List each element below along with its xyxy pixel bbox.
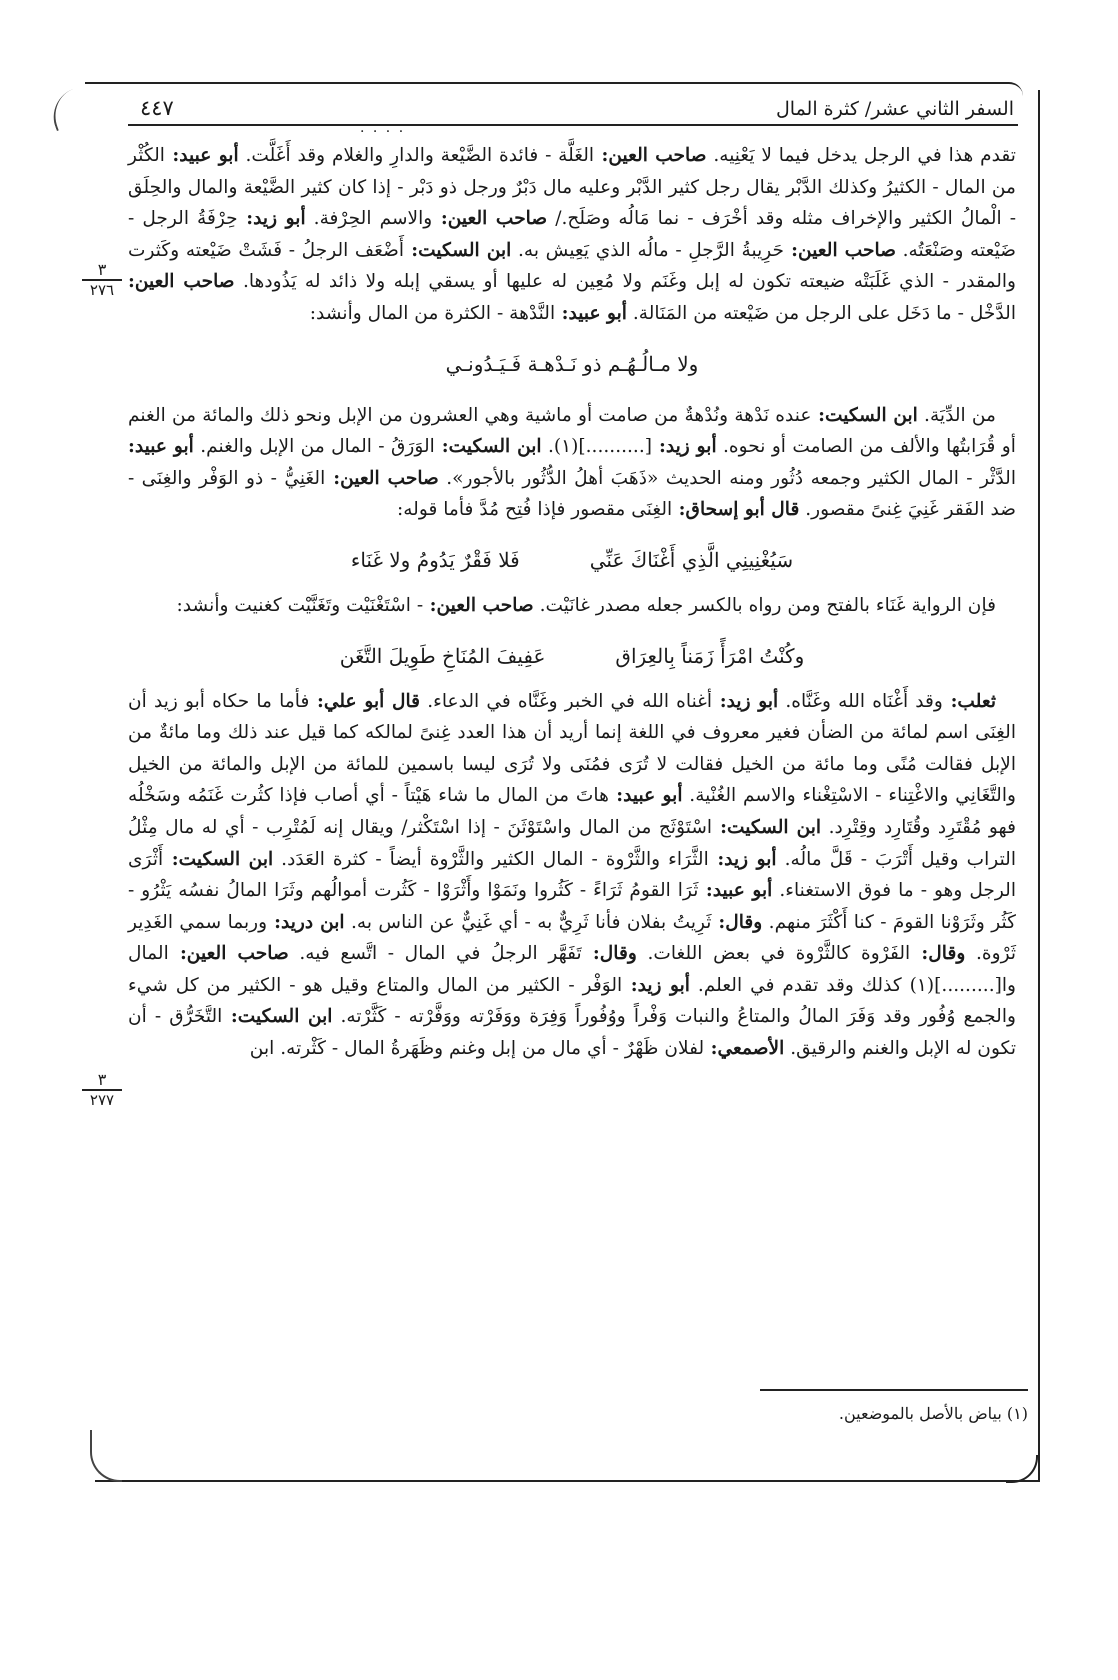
text-segment: الوَفْر - الكثير من المال والمتاع وقيل هو - الكثير من كل شيء والجمع وُفُور وقد وَفَرَ المالُ والمتاعُ والنبات وَفْراً ووُفُوراً وَفِرَة ووَفَرْته ووَفَّرْته - كَثَّرْته. [128, 974, 1016, 1028]
margin-note-denominator: ٢٧٧ [89, 1091, 115, 1109]
speaker-name: صاحب العين: [168, 943, 289, 965]
text-segment: ثَرِيتُ بفلان فأنا ثَرِيٌّ به - أي غَنِيٌّ عن الناس به. [344, 911, 712, 933]
text-segment: النَّدْهة - الكثرة من المال وأنشد: [309, 302, 556, 324]
text-segment: من الدِّيَة. [917, 404, 996, 426]
speaker-name: ابن السكيت: [222, 1006, 333, 1028]
scan-dots: · · · · [360, 124, 406, 140]
text-segment: أغناه الله في الخبر وغَنَّاه في الدعاء. [420, 690, 713, 712]
speaker-name: أبو عبيد: [128, 436, 194, 458]
speaker-name: أبو عبيد: [164, 145, 239, 166]
text-segment: أَثْرَى الرجل وهو - ما فوق الاستغناء. [128, 848, 1016, 902]
footnote-divider [760, 1389, 1028, 1391]
speaker-name: ابن دريد: [267, 911, 345, 933]
verse [128, 640, 1016, 672]
verse-line: ولا مـالُـهُـم ذو نَـدْهـة فَـيَـدُونـي [445, 351, 699, 376]
page-frame-right [1038, 90, 1040, 1480]
text-segment: وربما سمي الغَدِير ثَرْوة. [128, 911, 1017, 965]
text-segment: [..........](١). [541, 436, 653, 458]
margin-folio-note [82, 1072, 122, 1108]
speaker-name: أبو زيد: [237, 208, 306, 230]
verse-hemistich-second: فَلا فَقْرٌ يَدُومُ ولا غَنَاء [350, 547, 520, 572]
text-segment: حِرْفَةُ الرجل - ضَيْعته وصَنْعَتُه. [128, 208, 1016, 261]
text-segment: - اسْتَغْنَيْت وتَغَنَّيْت كغنيت وأنشد: [176, 594, 424, 616]
speaker-name: أبو زيد: [622, 974, 690, 996]
speaker-name: قال أبو علي: [309, 690, 421, 712]
speaker-name: ابن السكيت: [404, 239, 512, 261]
speaker-name: ابن السكيت: [811, 404, 918, 426]
page-header [128, 90, 1018, 126]
text-segment: اسْتَوْثَج من المال واسْتَوْثَنَ - إذا اسْتَكْثر/ ويقال إنه لَمُتْرِب - أي له مال مِثْلُ التراب وقيل أَتْرَبَ - قَلَّ مالُه. [128, 816, 1017, 870]
speaker-name: أبو عبيد: [608, 785, 683, 807]
speaker-name: ثعلب: [942, 690, 996, 712]
speaker-name: صاحب العين: [594, 145, 707, 166]
margin-note-numerator: ٣ [82, 262, 122, 281]
speaker-name: أبو زيد: [712, 690, 779, 712]
main-text [128, 140, 1016, 1680]
verse-hemistich-second: عَفِيفَ المُنَاخِ طَوِيلَ التَّغَن [339, 643, 546, 668]
scan-mark [45, 87, 90, 131]
text-segment: حَرِيبةُ الرَّجلِ - مالُه الذي يَعِيش به. [511, 239, 784, 261]
text-segment: أَضْعَف الرجلُ - فَشَتْ ضَيْعته وكَثرت والمقدر - الذي غَلَبَتْه ضيعته تكون له إبل وغَنَم ولا مُعِين له عليها أو يسقي إبله ولا ذائد له يَذُودها. [128, 239, 1017, 293]
text-segment: الغِنَى مقصور فإذا فُتِح مُدَّ فأما قوله: [396, 499, 673, 521]
text-segment: هاتَ من المال ما شاء هَيْتاً - أي أصاب فإذا كثُرت غَنَمُه وسَخْلُه فهو مُقْتَرِد وقُتَارِد وقِتْرِد. [128, 785, 1016, 838]
speaker-name: وقال: [910, 943, 966, 965]
paragraph [128, 400, 1016, 526]
speaker-name: أبو زيد: [652, 436, 717, 458]
text-segment: عنده نَدْهة ونُدْهةٌ من صامت أو ماشية وهي العشرون من الإبل ونحو ذلك والمائة من الغنم أو قُرَابتُها والألف من الصامت أو نحوه. [128, 404, 1016, 458]
text-segment: الدَّثْر - المال الكثير وجمعه دُثُور ومنه الحديث «ذَهَبَ أهلُ الدُّثُور بالأجور». [438, 467, 1016, 489]
text-segment: تَفَهَّر الرجلُ في المال - اتَّسع فيه. [288, 943, 582, 965]
verse-hemistich-first: سَيُغْنِينِي الَّذِي أَغْنَاكَ عَنِّي [589, 547, 794, 572]
speaker-name: صاحب العين: [784, 239, 896, 261]
verse [128, 348, 1016, 380]
speaker-name: صاحب العين: [325, 467, 439, 489]
text-segment: التَّخَرُّق - أن تكون له الإبل والغنم والرقيق. [128, 1006, 1016, 1060]
speaker-name: ابن السكيت: [434, 436, 542, 458]
speaker-name: قال أبو إسحاق: [672, 499, 800, 521]
scan-mark [90, 1430, 122, 1482]
text-segment: الكُثْر من المال - الكثيرُ وكذلك الدَّبْر يقال رجل كثير الدَّبْر وعليه مال دَبْرٌ ورجل ذو دَبْر - إذا كان كثير الضَّيْعة والمال والحِلَق - الْمالُ الكثير والإخراف مثله وقد أخْرَف - نما مَالُه وصَلَح./ [128, 145, 1016, 230]
text-segment: الفَرْوة كالثَّرْوة في بعض اللغات. [636, 943, 911, 965]
verse-hemistich-first: وكُنْتُ امْرَأً زَمَناً بِالعِرَاق [615, 643, 805, 668]
speaker-name: ابن السكيت: [712, 816, 822, 838]
speaker-name: صاحب العين: [128, 271, 235, 293]
margin-folio-note [82, 262, 122, 298]
speaker-name: الأصمعي: [704, 1038, 785, 1060]
speaker-name: أبو زيد: [708, 848, 777, 870]
speaker-name: صاحب العين: [432, 208, 548, 230]
text-segment: ثَرَا القومُ ثَرَاءً - كَثُروا ونَمَوْا وأَثْرَوْا - كَثُرت أموالُهم وثَرَا المالُ نفسُه يَثْرُو - كَثُر وثَرَوْنا القومَ - كنا أَكْثَرَ منهم. [128, 880, 1016, 933]
speaker-name: وقال: [581, 943, 637, 965]
margin-note-denominator: ٢٧٦ [89, 281, 115, 299]
text-segment: فإن الرواية غَنَاء بالفتح ومن رواه بالكسر جعله مصدر غانَيْت. [533, 594, 996, 616]
text-segment: المال وا[.........](١) كذلك وقد تقدم في العلم. [128, 943, 1017, 996]
text-segment: الغَلَّة - فائدة الضَّيْعة والدارِ والغلام وقد أَغَلَّت. [238, 145, 595, 166]
margin-note-numerator: ٣ [82, 1072, 122, 1091]
paragraph [128, 140, 1016, 330]
text-segment: وقد أَغْنَاه الله وغَنَّاه. [778, 690, 943, 712]
text-segment: فأما ما حكاه أبو زيد أن الغِنَى اسم لمائة من الضأن فغير معروف في اللغة إنما أريد أن هذا العدد غِنىً لمالكه كما قيل عند ذلك وما مائةٌ من الإبل فقالت مُنًى وما مائة من الخيل فقالت لا تُرَى فمُنَى ولا تُرَى ليسا باسمين للمائة من الإبل والمائة من الخيل والتَّغَانِي والاغْتِناء - الاسْتِغْناء والاسم الغُنْية. [128, 690, 1016, 807]
text-segment: الغَنِيُّ - ذو الوَفْر والغِنَى - ضد الفَقر غَنِيَ غِنىً مقصور. [128, 467, 1016, 521]
text-segment: والاسم الحِرْفة. [305, 208, 433, 230]
verse [128, 544, 1016, 576]
speaker-name: وقال: [711, 911, 763, 933]
text-segment: تقدم هذا في الرجل يدخل فيما لا يَعْنِيه. [706, 145, 1016, 166]
page-number: ٤٤٧ [140, 96, 174, 120]
running-head: السفر الثاني عشر/ كثرة المال [775, 98, 1014, 120]
paragraph [128, 686, 1016, 1065]
text-segment: الوَرَقُ - المال من الإبل والغنم. [193, 436, 435, 458]
paragraph [128, 590, 1016, 622]
footnote: (١) بياض بالأصل بالموضعين. [838, 1404, 1028, 1423]
speaker-name: صاحب العين: [423, 594, 534, 616]
text-segment: الثَّرَاء والثَّرْوة - المال الكثير والثَّرْوة أيضاً - كثرة العَدَد. [273, 848, 709, 870]
speaker-name: أبو عبيد: [555, 302, 627, 324]
speaker-name: ابن السكيت: [163, 848, 274, 870]
text-segment: الدَّخْل - ما دَخَل على الرجل من ضَيْعته من المَنَالة. [626, 302, 1016, 324]
speaker-name: أبو عبيد: [698, 880, 773, 902]
text-segment: لفلان ظَهْرٌ - أي مال من إبل وغنم وظَهَرةُ المال - كَثْرته. ابن [249, 1038, 705, 1060]
